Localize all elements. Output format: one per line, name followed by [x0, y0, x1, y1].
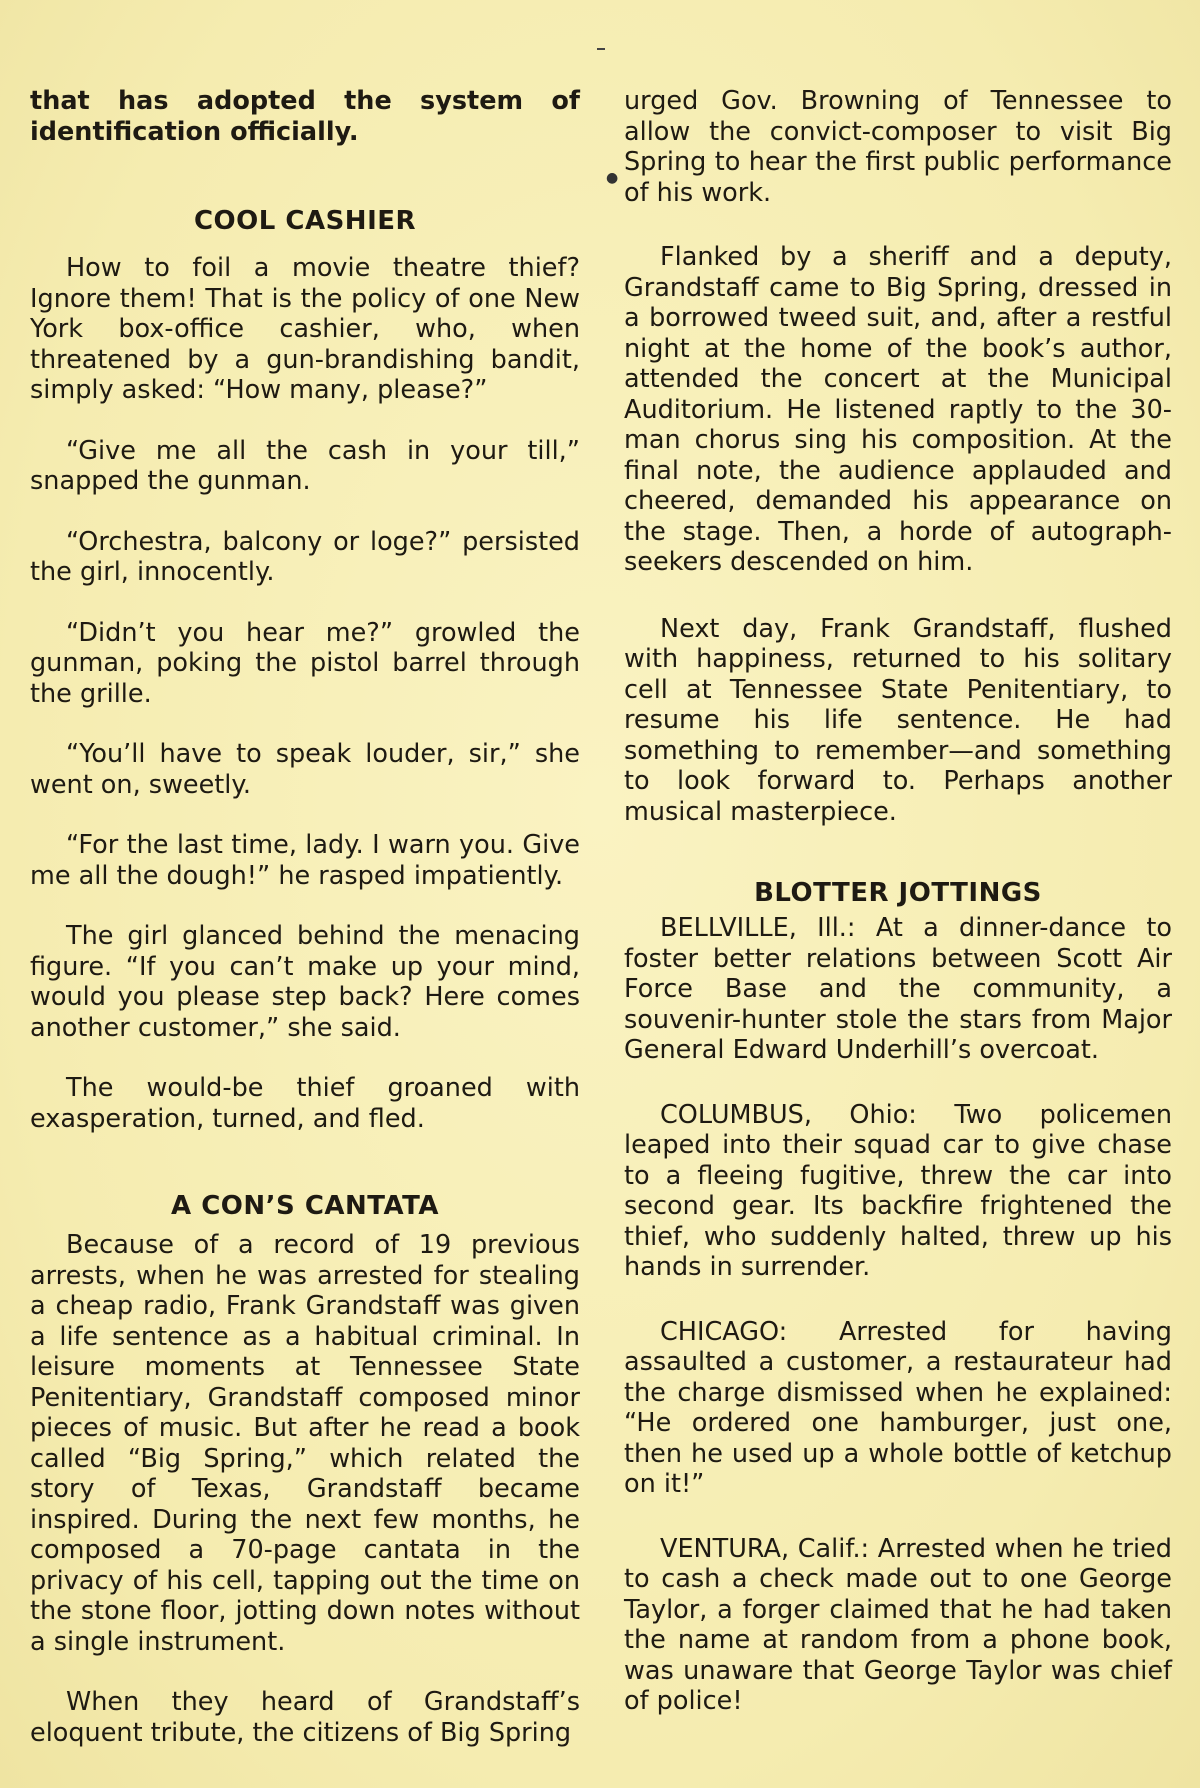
margin-bullet: ●	[606, 170, 619, 186]
cool-cashier-paragraph: “Orchestra, balcony or loge?” persisted the girl, innocently.	[30, 526, 580, 587]
cool-cashier-paragraph: The girl glanced behind the menacing figure. “If you can’t make up your mind, would you please step back? Here comes another customer,” she said.	[30, 921, 580, 1043]
cantata-paragraph: Flanked by a sheriff and a deputy, Grandstaff came to Big Spring, dressed in a borrowed tweed suit, and, after a restful night at the home of the book’s author, attended the concert at the Municipal Auditorium. He listened raptly to the 30-man chorus sing his composition. At the final note, the audience applauded and cheered, demanded his appearance on the stage. Then, a horde of autograph-seekers descended on him.	[624, 242, 1172, 577]
left-column	[30, 86, 580, 1748]
blotter-item: BELLVILLE, Ill.: At a dinner-dance to foster better relations between Scott Air Force Base and the community, a souvenir-hunter stole the stars from Major General Edward Underhill’s overcoat.	[624, 913, 1172, 1065]
cons-cantata-paragraph: Because of a record of 19 previous arrests, when he was arrested for stealing a cheap radio, Frank Grandstaff was given a life sentence as a habitual criminal. In leisure moments at Tennessee State Penitentiary, Grandstaff composed minor pieces of music. But after he read a book called “Big Spring,” which related the story of Texas, Grandstaff became inspired. During the next few months, he composed a 70-page cantata in the privacy of his cell, tapping out the time on the stone floor, jotting down notes without a single instrument.	[30, 1230, 580, 1657]
blotter-jottings-heading: BLOTTER JOTTINGS	[754, 878, 1042, 908]
cool-cashier-paragraph: “For the last time, lady. I warn you. Give me all the dough!” he rasped impatiently.	[30, 830, 580, 891]
blotter-item: VENTURA, Calif.: Arrested when he tried to cash a check made out to one George Taylor, a forger claimed that he had taken the name at random from a phone book, was unaware that George Taylor was chief of police!	[624, 1533, 1172, 1716]
cool-cashier-paragraph: The would-be thief groaned with exasperation, turned, and fled.	[30, 1073, 580, 1134]
intro-continuation: that has adopted the system of identification officially.	[30, 86, 580, 147]
page-mark	[597, 48, 605, 50]
blotter-item: CHICAGO: Arrested for having assaulted a customer, a restaurateur had the charge dismissed when he explained: “He ordered one hamburger, just one, then he used up a whole bottle of ketchup on it!”	[624, 1316, 1172, 1499]
cool-cashier-heading: COOL CASHIER	[193, 206, 417, 236]
cool-cashier-paragraph: “Didn’t you hear me?” growled the gunman, poking the pistol barrel through the grille.	[30, 617, 580, 709]
cool-cashier-paragraph: How to foil a movie theatre thief? Ignore them! That is the policy of one New York box-office cashier, who, when threatened by a gun-brandishing bandit, simply asked: “How many, please?”	[30, 253, 580, 405]
cool-cashier-paragraph: “Give me all the cash in your till,” snapped the gunman.	[30, 435, 580, 496]
cons-cantata-paragraph: When they heard of Grandstaff’s eloquent tribute, the citizens of Big Spring	[30, 1687, 580, 1748]
cantata-continuation: urged Gov. Browning of Tennessee to allow the convict-composer to visit Big Spring to hear the first public performance of his work.	[624, 86, 1172, 208]
cons-cantata-heading: A CON’S CANTATA	[171, 1191, 439, 1221]
cool-cashier-paragraph: “You’ll have to speak louder, sir,” she went on, sweetly.	[30, 739, 580, 800]
cantata-paragraph: Next day, Frank Grandstaff, flushed with happiness, returned to his solitary cell at Tennessee State Penitentiary, to resume his life sentence. He had something to remember—and something to look forward to. Perhaps another musical masterpiece.	[624, 613, 1172, 827]
blotter-item: COLUMBUS, Ohio: Two policemen leaped into their squad car to give chase to a fleeing fugitive, threw the car into second gear. Its backfire frightened the thief, who suddenly halted, threw up his hands in surrender.	[624, 1099, 1172, 1282]
right-column	[624, 86, 1172, 1717]
